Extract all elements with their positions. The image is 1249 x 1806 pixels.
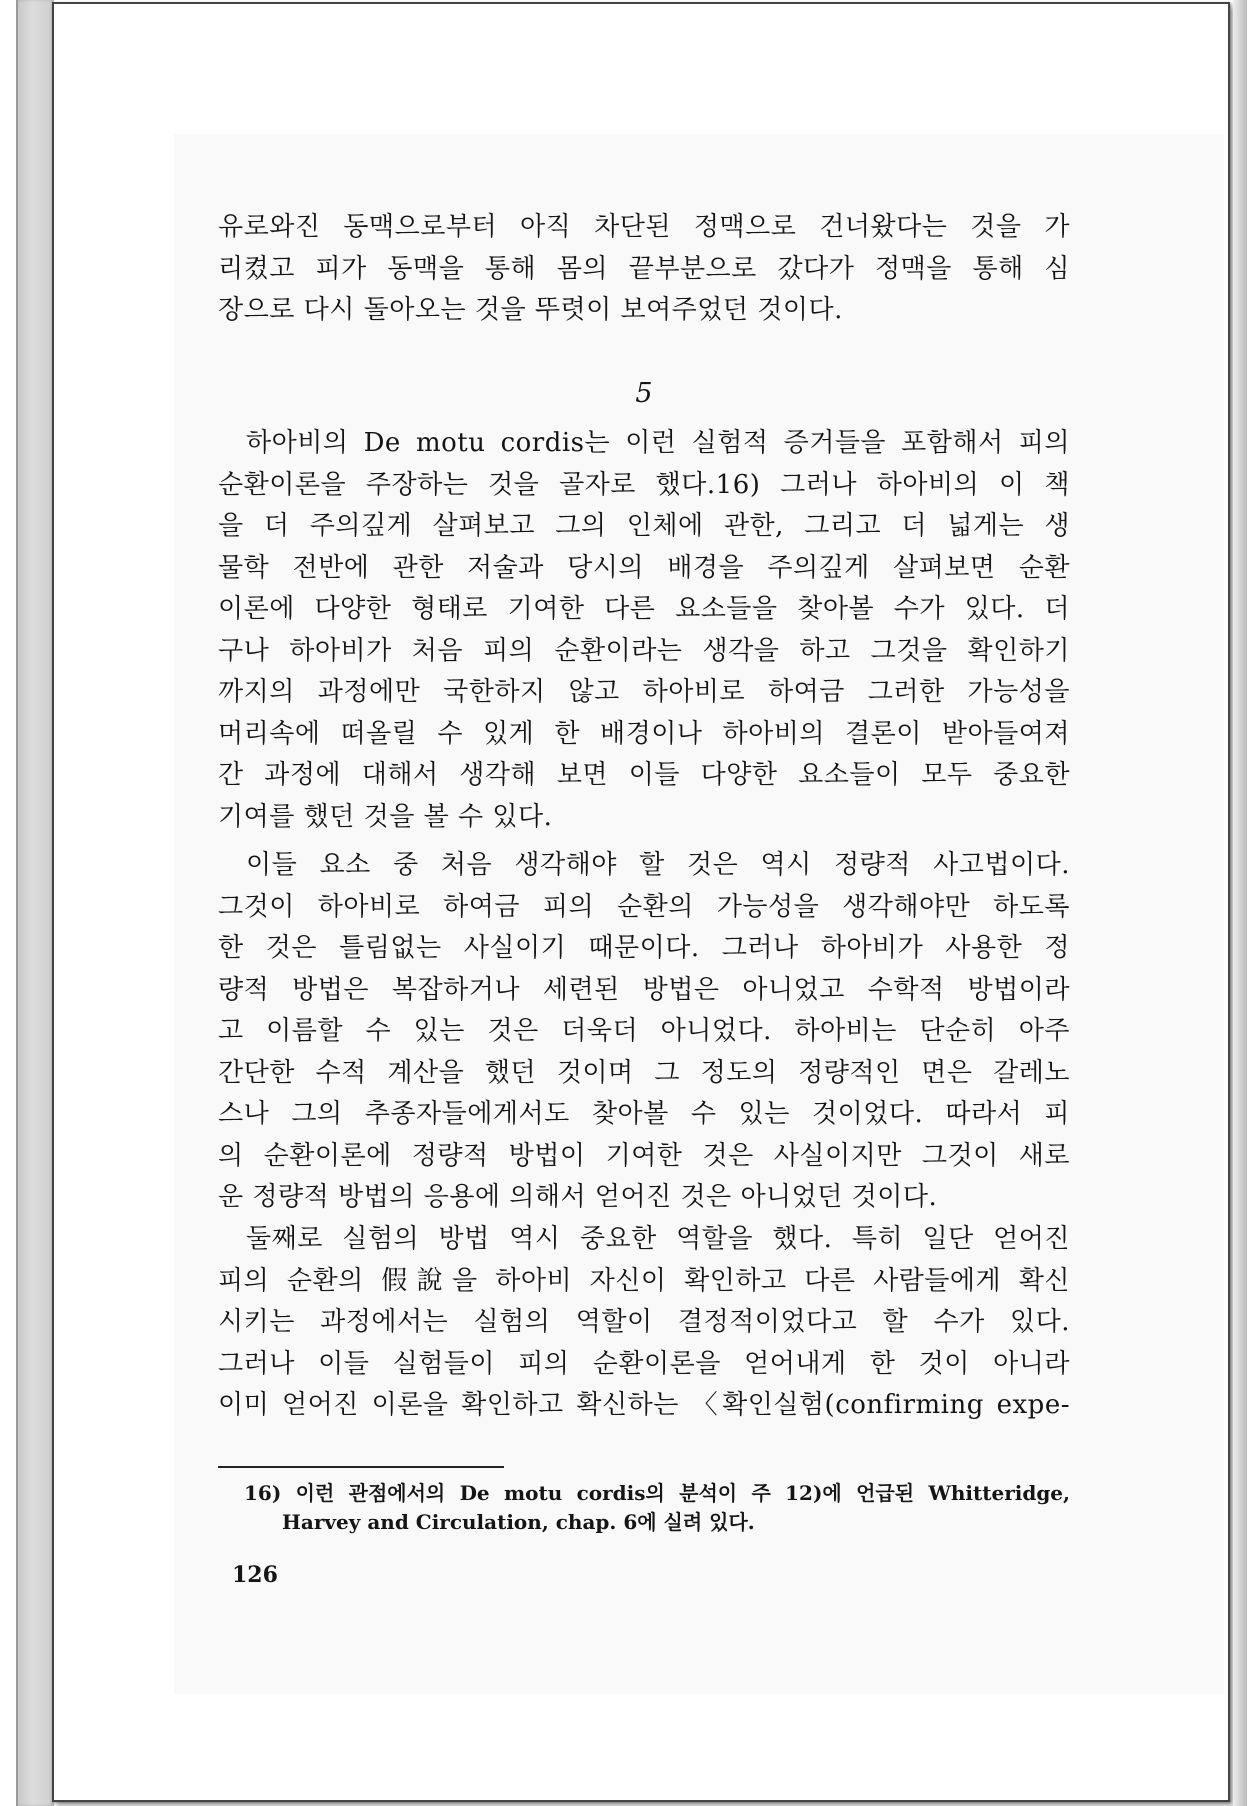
text-line: 의 순환이론에 정량적 방법이 기여한 것은 사실이지만 그것이 새로: [218, 1140, 1070, 1171]
text-line: 그것이 하아비로 하여금 피의 순환의 가능성을 생각해야만 하도록: [218, 891, 1070, 922]
text-line: 이들 요소 중 처음 생각해야 할 것은 역시 정량적 사고법이다.: [246, 850, 1070, 880]
text-line: 까지의 과정에만 국한하지 않고 하아비로 하여금 그러한 가능성을: [218, 677, 1070, 707]
text-line: 유로와진 동맥으로부터 아직 차단된 정맥으로 건너왔다는 것을 가: [218, 212, 1070, 242]
page-edge: [1233, 0, 1247, 1806]
text-line: 이미 얻어진 이론을 확인하고 확신하는 〈확인실험(confirming expe-: [218, 1390, 1070, 1420]
book-spine: [16, 0, 54, 1806]
footnote-rule: [218, 1466, 504, 1468]
section-number: 5: [635, 378, 653, 409]
text-line: 운 정량적 방법의 응용에 의해서 얻어진 것은 아니었던 것이다.: [218, 1182, 938, 1212]
footnote-line: 16) 이런 관점에서의 De motu cordis의 분석이 주 12)에 언급된 Whitteridge,: [244, 1481, 1070, 1505]
text-line: 간 과정에 대해서 생각해 보면 이들 다양한 요소들이 모두 중요한: [218, 760, 1070, 790]
text-line: 스나 그의 추종자들에게서도 찾아볼 수 있는 것이었다. 따라서 피: [218, 1099, 1070, 1129]
page-number: 126: [232, 1562, 278, 1588]
text-line: 둘째로 실험의 방법 역시 중요한 역할을 했다. 특히 일단 얻어진: [246, 1224, 1070, 1254]
text-line: 기여를 했던 것을 볼 수 있다.: [218, 801, 553, 832]
text-line: 순환이론을 주장하는 것을 골자로 했다.16) 그러나 하아비의 이 책: [218, 469, 1070, 500]
text-line: 시키는 과정에서는 실험의 역할이 결정적이었다고 할 수가 있다.: [218, 1307, 1070, 1337]
text-line: 이론에 다양한 형태로 기여한 다른 요소들을 찾아볼 수가 있다. 더: [218, 594, 1070, 624]
text-line: 물학 전반에 관한 저술과 당시의 배경을 주의깊게 살펴보면 순환: [218, 552, 1070, 583]
text-line: 장으로 다시 돌아오는 것을 뚜렷이 보여주었던 것이다.: [218, 295, 843, 325]
continuation-paragraph: [218, 207, 1070, 332]
text-line: 피의 순환의 假說을 하아비 자신이 확인하고 다른 사람들에게 확신: [218, 1265, 1070, 1296]
text-line: 리켰고 피가 동맥을 통해 몸의 끝부분으로 갔다가 정맥을 통해 심: [218, 253, 1070, 284]
footnote-line: Harvey and Circulation, chap. 6에 실려 있다.: [282, 1510, 755, 1534]
paragraph-3: [218, 1219, 1070, 1427]
text-line: 량적 방법은 복잡하거나 세련된 방법은 아니었고 수학적 방법이라: [218, 974, 1070, 1005]
text-line: 머리속에 떠올릴 수 있게 한 배경이나 하아비의 결론이 받아들여져: [218, 718, 1070, 749]
text-line: 구나 하아비가 처음 피의 순환이라는 생각을 하고 그것을 확인하기: [218, 635, 1070, 666]
paragraph-1: [218, 423, 1070, 838]
paragraph-2: [218, 845, 1070, 1219]
text-line: 을 더 주의깊게 살펴보고 그의 인체에 관한, 그리고 더 넓게는 생: [218, 511, 1070, 541]
text-line: 한 것은 틀림없는 사실이기 때문이다. 그러나 하아비가 사용한 정: [218, 933, 1070, 963]
text-line: 하아비의 De motu cordis는 이런 실험적 증거들을 포함해서 피의: [246, 428, 1070, 458]
text-line: 고 이름할 수 있는 것은 더욱더 아니었다. 하아비는 단순히 아주: [218, 1016, 1070, 1046]
text-line: 그러나 이들 실험들이 피의 순환이론을 얻어내게 한 것이 아니라: [218, 1348, 1070, 1379]
footnote: [244, 1479, 1070, 1537]
text-line: 간단한 수적 계산을 했던 것이며 그 정도의 정량적인 면은 갈레노: [218, 1057, 1070, 1088]
